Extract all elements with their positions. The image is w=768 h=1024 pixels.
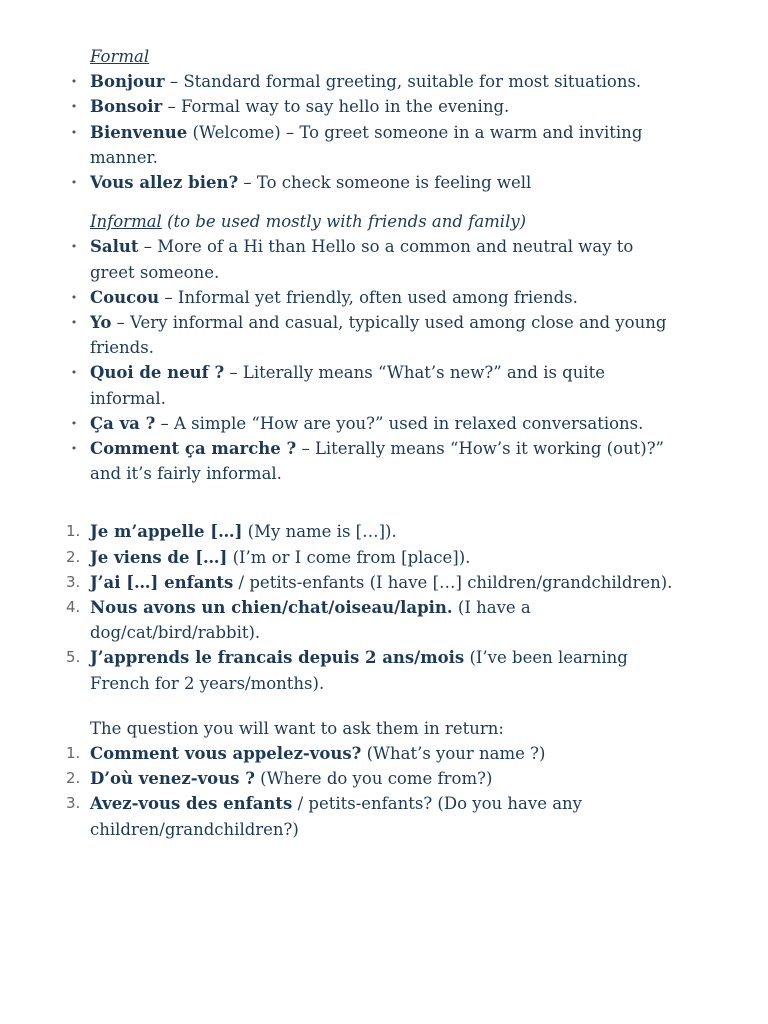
question-term: Avez-vous des enfants [90, 794, 293, 814]
informal-heading-note: (to be used mostly with friends and family) [161, 212, 527, 232]
list-item [70, 94, 680, 119]
bullet-icon: • [70, 416, 78, 430]
introductions-list [66, 519, 680, 695]
bullet-icon: • [70, 316, 78, 330]
greeting-description: – To check someone is feeling well [238, 173, 532, 193]
bullet-icon: • [70, 442, 78, 456]
greeting-term: Yo [90, 313, 112, 333]
list-item [66, 545, 680, 570]
greeting-term: Quoi de neuf ? [90, 363, 225, 383]
bullet-icon: • [70, 125, 78, 139]
phrase-term: J’ai […] enfants [90, 572, 234, 592]
list-item [70, 234, 680, 284]
list-item [70, 360, 680, 410]
list-number: 1. [66, 744, 81, 763]
greeting-description: – Very informal and casual, typically used among close and young friends. [90, 313, 667, 358]
phrase-term: Je viens de […] [90, 547, 228, 567]
greeting-description: – Literally means “What’s new?” and is quite informal. [90, 363, 606, 408]
list-item [70, 285, 680, 310]
formal-greetings-list [70, 69, 680, 195]
phrase-term: Nous avons un chien/chat/oiseau/lapin. [90, 598, 453, 618]
list-number: 3. [66, 794, 81, 813]
list-item [70, 436, 680, 486]
greeting-description: – Standard formal greeting, suitable for most situations. [164, 72, 642, 92]
bullet-icon: • [70, 366, 78, 380]
list-number: 2. [66, 769, 81, 788]
questions-intro: The question you will want to ask them in return: [90, 718, 504, 738]
list-number: 5. [66, 648, 81, 667]
list-number: 1. [66, 522, 81, 541]
bullet-icon: • [70, 290, 78, 304]
greeting-term: Salut [90, 237, 139, 257]
questions-list [66, 741, 680, 842]
list-number: 2. [66, 547, 81, 566]
greeting-term: Bonsoir [90, 97, 163, 117]
greeting-description: – More of a Hi than Hello so a common and neutral way to greet someone. [90, 237, 634, 282]
greeting-description: – A simple “How are you?” used in relaxed conversations. [155, 413, 644, 433]
informal-greetings-list [70, 234, 680, 486]
document-body [66, 44, 680, 842]
question-term: Comment vous appelez-vous? [90, 744, 362, 764]
greeting-description: – Informal yet friendly, often used among friends. [159, 287, 578, 307]
list-item [70, 120, 680, 170]
list-number: 3. [66, 572, 81, 591]
bullet-icon: • [70, 100, 78, 114]
list-item [66, 741, 680, 766]
greeting-term: Bienvenue [90, 122, 188, 142]
list-item [66, 645, 680, 695]
list-item [66, 791, 680, 841]
phrase-term: Je m’appelle […] [90, 522, 243, 542]
greeting-description: – Literally means “How’s it working (out)?” and it’s fairly informal. [90, 439, 664, 484]
greeting-term: Comment ça marche ? [90, 439, 297, 459]
list-item [70, 411, 680, 436]
bullet-icon: • [70, 176, 78, 190]
phrase-translation: / petits-enfants (I have […] children/grandchildren). [233, 572, 673, 592]
formal-heading [90, 44, 680, 69]
phrase-translation: (I’ve been learning French for 2 years/months). [90, 648, 628, 693]
list-item [70, 310, 680, 360]
greeting-description: – Formal way to say hello in the evening. [162, 97, 510, 117]
greeting-term: Bonjour [90, 72, 165, 92]
bullet-icon: • [70, 75, 78, 89]
greeting-term: Ça va ? [90, 413, 156, 433]
formal-heading-label: Formal [90, 47, 150, 66]
list-item [66, 766, 680, 791]
list-item [70, 170, 680, 195]
question-translation: (What’s your name ?) [361, 744, 546, 764]
phrase-translation: (I’m or I come from [place]). [227, 547, 471, 567]
list-item [70, 69, 680, 94]
list-number: 4. [66, 598, 81, 617]
bullet-icon: • [70, 240, 78, 254]
greeting-term: Coucou [90, 287, 160, 307]
greeting-term: Vous allez bien? [90, 173, 239, 193]
informal-heading [90, 209, 680, 234]
question-translation: / petits-enfants? (Do you have any children/grandchildren?) [90, 794, 582, 839]
phrase-translation: (My name is […]). [242, 522, 397, 542]
greeting-description: (Welcome) – To greet someone in a warm and inviting manner. [90, 122, 643, 167]
phrase-translation: (I have a dog/cat/bird/rabbit). [90, 598, 531, 643]
informal-heading-label: Informal [90, 212, 162, 232]
list-item [66, 570, 680, 595]
list-item [66, 595, 680, 645]
question-translation: (Where do you come from?) [254, 769, 493, 789]
phrase-term: J’apprends le francais depuis 2 ans/mois [90, 648, 465, 668]
list-item [66, 519, 680, 544]
question-term: D’où venez-vous ? [90, 769, 255, 789]
